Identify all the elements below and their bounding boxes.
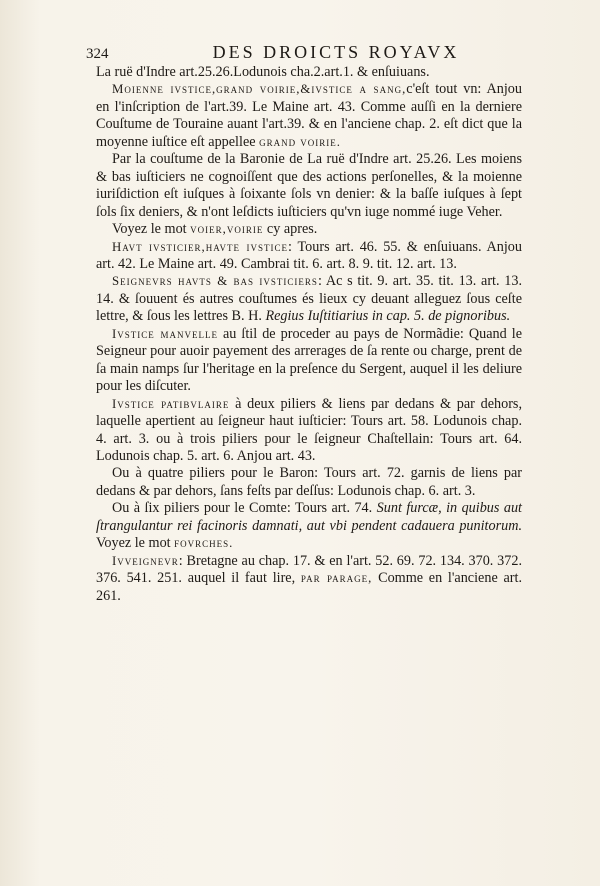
text-run: La ruë d'Indre art.25.26.Lodunois cha.2.art.1. & enſuiuans. [96, 64, 430, 80]
text-run: au ſtil de proceder au pays de Normãdie: Quand le Seigneur pour auoir payement des arrerages de ſa rente ou charge, prent de ſa main namps ſur l'heritage en la preſence du Sergent, auquel il les deliure pour les diſcuter. [96, 325, 522, 395]
text-run: c'eſt tout vn: Anjou en l'inſcription de l'art.39. Le Maine art. 43. Comme auſſi en la derniere Couſtume de Touraine auant l'art.39. & en l'anciene chap. 2. eſt dict que la moyenne iuſtice eſt appellee [96, 81, 522, 150]
text-run: à deux piliers & liens par dedans & par dehors, laquelle apertient au ſeigneur haut iuſticier: Tours art. 58. Lodunois chap. 4. art. 3. ou à trois piliers pour le ſeigneur Chaſtellain: Tours art. 64. Lodunois chap. 5. art. 6. Anjou art. 43. [96, 395, 523, 464]
text-run: : Bretagne au chap. 17. & en l'art. 52. 69. 72. 134. 370. 372. 376. 541. 251. auquel il faut lire, [96, 552, 522, 587]
small-caps-term: voier,voirie [190, 222, 264, 237]
paragraph [96, 465, 522, 500]
page-number: 324 [86, 46, 109, 62]
small-caps-term: Ivveignevr [112, 553, 179, 568]
small-caps-term: Ivstice patibvlaire [112, 396, 230, 411]
paragraph [96, 273, 522, 325]
paragraph [96, 221, 522, 238]
text-run: : Ac s tit. 9. art. 35. tit. 13. art. 13. 14. & ſouuent és autres couſtumes és lieux cy deuant alleguez ſous ceſte lettre, & ſous les lettres B. H. [96, 273, 523, 325]
paragraph [96, 500, 522, 552]
paragraph [96, 553, 522, 605]
paragraph [96, 396, 522, 466]
small-caps-term: Havt ivsticier,havte ivstice [112, 239, 288, 254]
paragraph [96, 326, 522, 396]
italic-text: Regius Iuſtitiarius in cap. 5. de pignoribus. [265, 308, 511, 325]
small-caps-term: fovrches. [174, 536, 234, 551]
small-caps-term: Ivstice manvelle [112, 326, 218, 341]
small-caps-term: grand voirie. [259, 134, 341, 149]
paragraph [96, 64, 522, 81]
text-run: Voyez le mot [112, 221, 191, 238]
small-caps-term: Moienne ivstice,grand voirie,&ivstice a sang, [112, 82, 407, 97]
text-run: Par la couſtume de la Baronie de La ruë d'Indre art. 25.26. Les moiens & bas iuſticiers ne cognoiſſent que des actions perſonelles, & la moienne iuriſdiction eſt iuſques à ſoixante ſols vn denier: & la baſſe iuſques à ſept ſols ſix deniers, & n'ont leſdicts iuſticiers qu'vn iuge nommé iuge Veher. [96, 151, 522, 220]
text-run: cy apres. [263, 221, 318, 238]
italic-text: Sunt furcæ, in quibus aut ſtrangulantur rei facinoris damnati, aut vbi pendent cadauera punitorum. [96, 500, 522, 534]
text-run: Ou à quatre piliers pour le Baron: Tours art. 72. garnis de liens par dedans & par dehors, ſans feſts par deſſus: Lodunois chap. 6. art. 3. [96, 465, 522, 499]
paragraph [96, 81, 522, 151]
paragraph [96, 151, 522, 221]
text-run: : Tours art. 46. 55. & enſuiuans. Anjou art. 42. Le Maine art. 49. Cambrai tit. 6. art. 8. 9. tit. 12. art. 13. [96, 238, 522, 272]
text-run: Comme en l'anciene art. 261. [96, 570, 522, 604]
text-run: Ou à ſix piliers pour le Comte: Tours art. 74. [112, 500, 377, 517]
running-head [86, 42, 546, 66]
paragraph [96, 239, 522, 274]
small-caps-term: par parage, [300, 571, 373, 586]
text-run: Voyez le mot [96, 535, 175, 552]
small-caps-term: Seignevrs havts & bas ivsticiers [112, 274, 318, 289]
body-text [96, 64, 522, 605]
running-title: DES DROICTS ROYAVX [212, 42, 460, 62]
